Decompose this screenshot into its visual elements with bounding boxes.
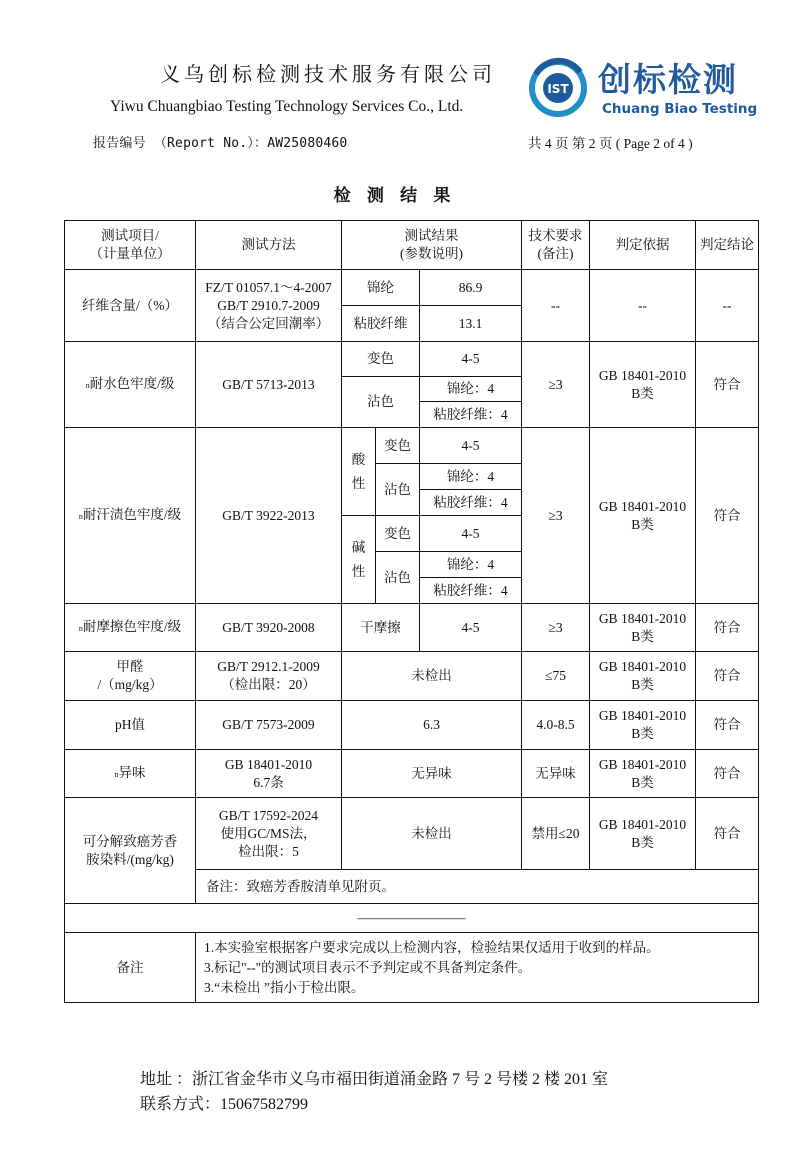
ph-requirement: 4.0-8.5 (522, 701, 590, 750)
formaldehyde-requirement: ≤75 (522, 652, 590, 701)
sweat-stain-label: 沾色 (376, 552, 420, 604)
logo-text-en: Chuang Biao Testing (602, 101, 758, 117)
fiber-item: 纤维含量/（%） (65, 270, 196, 342)
marker: n (85, 380, 90, 390)
odor-item: n异味 (65, 750, 196, 798)
amine-conclusion: 符合 (696, 798, 759, 870)
amine-basis: GB 18401-2010 B类 (590, 798, 696, 870)
rub-method: GB/T 3920-2008 (196, 604, 342, 652)
sweat-acid-stain: 粘胶纤维：4 (420, 490, 522, 516)
rub-value: 4-5 (420, 604, 522, 652)
marker: n (78, 623, 83, 633)
header-result: 测试结果 (参数说明) (342, 221, 522, 270)
fiber-label: 粘胶纤维 (342, 306, 420, 342)
footer-contact: 联系方式：15067582799 (140, 1096, 309, 1113)
marker: n (114, 769, 119, 779)
results-table (64, 220, 759, 1003)
remarks-content (196, 933, 759, 1003)
sweat-requirement: ≥3 (522, 428, 590, 604)
sweat-conclusion: 符合 (696, 428, 759, 604)
header-requirement: 技术要求 (备注) (522, 221, 590, 270)
water-method: GB/T 5713-2013 (196, 342, 342, 428)
formaldehyde-result: 未检出 (342, 652, 522, 701)
sweat-stain-label: 沾色 (376, 464, 420, 516)
ph-method: GB/T 7573-2009 (196, 701, 342, 750)
logo-emblem-icon (528, 52, 598, 124)
amine-note: 备注：致癌芳香胺清单见附页。 (196, 870, 759, 904)
water-stain-value: 粘胶纤维：4 (420, 402, 522, 428)
water-item: n耐水色牢度/级 (65, 342, 196, 428)
sweat-basis: GB 18401-2010 B类 (590, 428, 696, 604)
ph-item: pH值 (65, 701, 196, 750)
table-row (65, 652, 759, 701)
fiber-method: FZ/T 01057.1～4-2007 GB/T 2910.7-2009 （结合公定回潮率） (196, 270, 342, 342)
amine-item: 可分解致癌芳香 胺染料/(mg/kg) (65, 798, 196, 904)
table-row (65, 701, 759, 750)
footer-address: 地址 ：浙江省金华市义乌市福田街道涌金路 7 号 2 号楼 2 楼 201 室 (140, 1071, 609, 1088)
formaldehyde-basis: GB 18401-2010 B类 (590, 652, 696, 701)
remarks-label: 备注 (65, 933, 196, 1003)
page-indicator: 共 4 页 第 2 页 ( Page 2 of 4 ) (528, 136, 693, 151)
formaldehyde-method: GB/T 2912.1-2009 （检出限：20） (196, 652, 342, 701)
water-change-label: 变色 (342, 342, 420, 377)
logo-text-cn: 创标检测 (598, 60, 738, 99)
fiber-label: 锦纶 (342, 270, 420, 306)
fiber-basis: -- (590, 270, 696, 342)
remark-line: 3.“未检出 ”指小于检出限。 (204, 979, 365, 995)
sweat-change-label: 变色 (376, 428, 420, 464)
header-basis: 判定依据 (590, 221, 696, 270)
odor-conclusion: 符合 (696, 750, 759, 798)
amine-method: GB/T 17592-2024 使用GC/MS法， 检出限：5 (196, 798, 342, 870)
table-row (65, 904, 759, 933)
formaldehyde-conclusion: 符合 (696, 652, 759, 701)
odor-result: 无异味 (342, 750, 522, 798)
sweat-alkali-change: 4-5 (420, 516, 522, 552)
header-item: 测试项目/ （计量单位） (65, 221, 196, 270)
rub-basis: GB 18401-2010 B类 (590, 604, 696, 652)
table-row (65, 270, 759, 306)
ph-result: 6.3 (342, 701, 522, 750)
sweat-alkali-stain: 粘胶纤维：4 (420, 578, 522, 604)
sweat-acid-label: 酸 性 (342, 428, 376, 516)
sweat-change-label: 变色 (376, 516, 420, 552)
company-name-cn: 义乌创标检测技术服务有限公司 (160, 64, 496, 86)
amine-requirement: 禁用≤20 (522, 798, 590, 870)
logo-badge-text: IST (547, 82, 569, 96)
ph-conclusion: 符合 (696, 701, 759, 750)
table-header-row (65, 221, 759, 270)
sweat-alkali-label: 碱 性 (342, 516, 376, 604)
sweat-alkali-stain: 锦纶：4 (420, 552, 522, 578)
report-number: 报告编号 （Report No.）：AW25080460 (93, 136, 348, 151)
header-conclusion: 判定结论 (696, 221, 759, 270)
ph-basis: GB 18401-2010 B类 (590, 701, 696, 750)
rub-requirement: ≥3 (522, 604, 590, 652)
fiber-conclusion: -- (696, 270, 759, 342)
odor-method: GB 18401-2010 6.7条 (196, 750, 342, 798)
company-name-en: Yiwu Chuangbiao Testing Technology Services Co., Ltd. (110, 98, 464, 115)
remarks-row (65, 933, 759, 1003)
formaldehyde-item: 甲醛 /（mg/kg） (65, 652, 196, 701)
water-stain-value: 锦纶：4 (420, 377, 522, 402)
remark-line: 1.本实验室根据客户要求完成以上检测内容，检验结果仅适用于收到的样品。 (204, 939, 660, 955)
table-row (65, 342, 759, 377)
fiber-value: 86.9 (420, 270, 522, 306)
separator-line: ———————— (65, 904, 759, 933)
sweat-acid-change: 4-5 (420, 428, 522, 464)
table-row (65, 750, 759, 798)
water-stain-label: 沾色 (342, 377, 420, 428)
sweat-method: GB/T 3922-2013 (196, 428, 342, 604)
water-change-value: 4-5 (420, 342, 522, 377)
remark-line: 3.标记"--"的测试项目表示不予判定或不具备判定条件。 (204, 959, 532, 975)
sweat-item: n耐汗渍色牢度/级 (65, 428, 196, 604)
company-logo (528, 52, 758, 124)
water-basis: GB 18401-2010 B类 (590, 342, 696, 428)
table-row (65, 798, 759, 870)
sweat-acid-stain: 锦纶：4 (420, 464, 522, 490)
marker: n (78, 511, 83, 521)
fiber-requirement: -- (522, 270, 590, 342)
header-method: 测试方法 (196, 221, 342, 270)
water-requirement: ≥3 (522, 342, 590, 428)
fiber-value: 13.1 (420, 306, 522, 342)
page-title: 检 测 结 果 (333, 186, 457, 205)
amine-result: 未检出 (342, 798, 522, 870)
rub-conclusion: 符合 (696, 604, 759, 652)
table-row (65, 428, 759, 464)
odor-requirement: 无异味 (522, 750, 590, 798)
rub-label: 干摩擦 (342, 604, 420, 652)
odor-basis: GB 18401-2010 B类 (590, 750, 696, 798)
rub-item: n耐摩擦色牢度/级 (65, 604, 196, 652)
water-conclusion: 符合 (696, 342, 759, 428)
table-row (65, 604, 759, 652)
